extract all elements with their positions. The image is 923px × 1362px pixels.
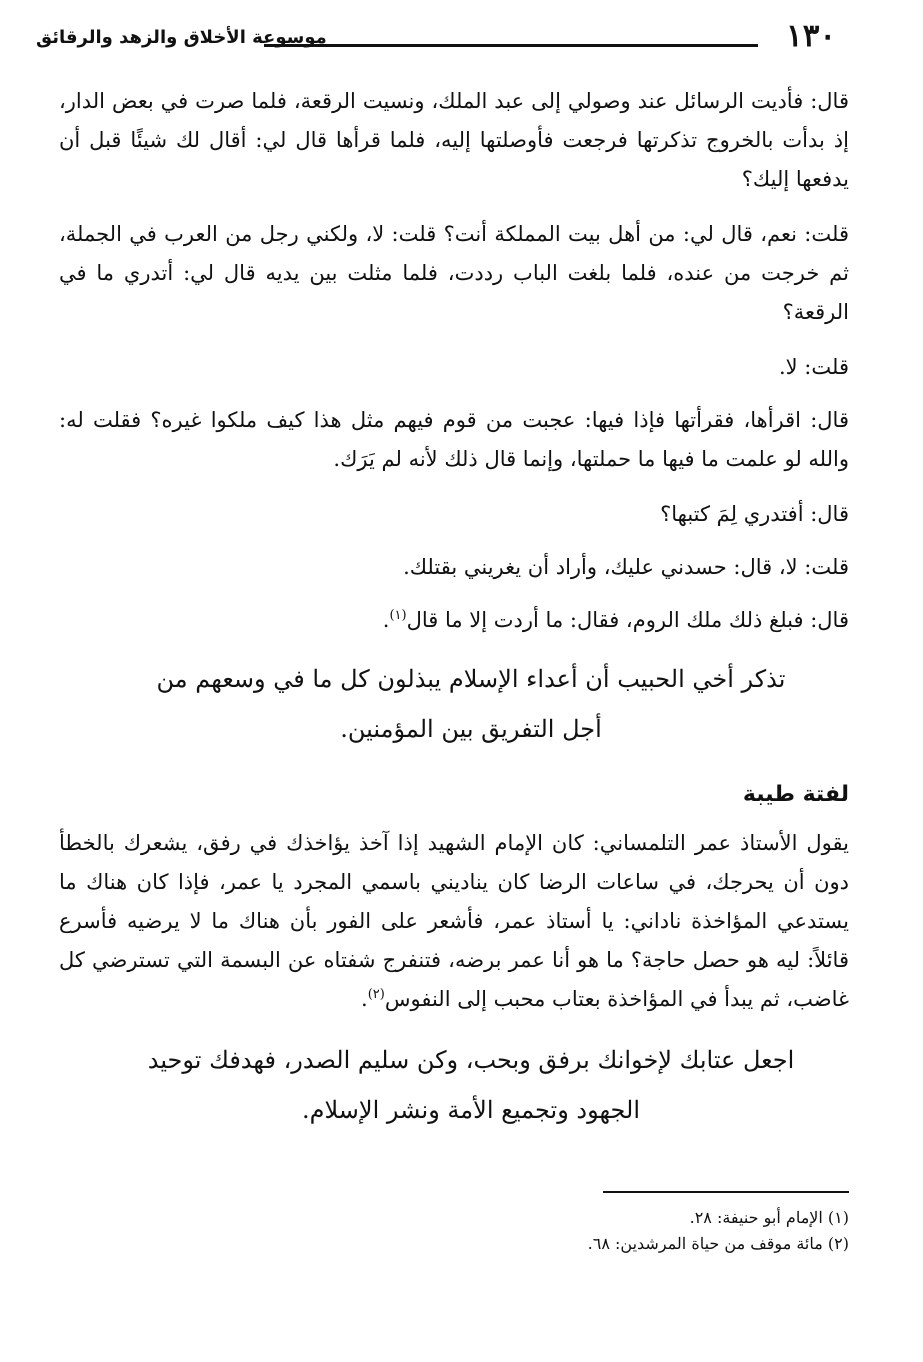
- paragraph-3: قلت: لا.: [778, 355, 849, 379]
- page-number: ١٣٠: [786, 18, 836, 54]
- paragraph-5: قال: أفتدري لِمَ كتبها؟: [660, 502, 849, 526]
- paragraph-4: قال: اقرأها، فقرأتها فإذا فيها: عجبت من قوم فيهم مثل هذا كيف ملكوا غيره؟ فقلت له: والله لو علمت ما فيها ما حملتها، وإنما قال ذلك لأنه لم يَرَك.: [59, 408, 849, 471]
- paragraph-1: قال: فأديت الرسائل عند وصولي إلى عبد الملك، ونسيت الرقعة، فلما صرت في بعض الدار، إذ بدأت بالخروج تذكرتها فرجعت فأوصلتها إليه، فلما قرأها قال لي: أقال لك شيئًا قبل أن يدفعها إليك؟: [59, 89, 849, 191]
- footnote-divider: [603, 1191, 849, 1193]
- callout-gentle-reproach: اجعل عتابك لإخوانك برفق وبحب، وكن سليم الصدر، فهدفك توحيد الجهود وتجميع الأمة ونشر الإسلام.: [147, 1046, 795, 1124]
- footnote-ref-1: (١): [389, 608, 407, 623]
- callout-enemies-of-islam: تذكر أخي الحبيب أن أعداء الإسلام يبذلون كل ما في وسعهم من أجل التفريق بين المؤمنين.: [156, 665, 786, 743]
- paragraph-6: قلت: لا، قال: حسدني عليك، وأراد أن يغريني بقتلك.: [403, 555, 849, 579]
- page-header: [36, 18, 836, 58]
- footnote-2: (٢) مائة موقف من حياة المرشدين: ٦٨.: [587, 1234, 849, 1253]
- footnotes: [449, 1205, 849, 1257]
- section-paragraph-text: يقول الأستاذ عمر التلمساني: كان الإمام الشهيد إذا آخذ يؤاخذك في رفق، يشعرك بالخطأ دون أن يحرجك، في ساعات الرضا كان يناديني باسمي المجرد يا عمر، فإذا كان هناك ما يستدعي المؤاخذة ناداني: يا أستاذ عمر، فأشعر على الفور بأن هناك ما لا يرضيه فأسرع قائلاً: ليه هو حصل حاجة؟ ما هو أنا عمر برضه، فتنفرج شفتاه عن البسمة التي تسترضي كل غاضب، ثم يبدأ في المؤاخذة بعتاب محبب إلى النفوس: [59, 831, 849, 1011]
- header-rule: [264, 44, 758, 47]
- running-book-title: موسوعة الأخلاق والزهد والرقائق: [36, 27, 327, 48]
- page-body: [59, 82, 849, 1157]
- section-paragraph: يقول الأستاذ عمر التلمساني: كان الإمام الشهيد إذا آخذ يؤاخذك في رفق، يشعرك بالخطأ دون أن يحرجك، في ساعات الرضا كان يناديني باسمي المجرد يا عمر، فإذا كان هناك ما يستدعي المؤاخذة ناداني: يا أستاذ عمر، فأشعر على الفور بأن هناك ما لا يرضيه فأسرع قائلاً: ليه هو حصل حاجة؟ ما هو أنا عمر برضه، فتنفرج شفتاه عن البسمة التي تسترضي كل غاضب، ثم يبدأ في المؤاخذة بعتاب محبب إلى النفوس$^{(٢)}$.: [59, 831, 849, 1011]
- paragraph-7: قال: فبلغ ذلك ملك الروم، فقال: ما أردت إلا ما قال$^{(١)}$.: [382, 608, 849, 632]
- section-heading: لفتة طيبة: [742, 782, 849, 807]
- footnote-1: (١) الإمام أبو حنيفة: ٢٨.: [689, 1208, 849, 1227]
- footnote-ref-2: (٢): [367, 987, 385, 1002]
- paragraph-2: قلت: نعم، قال لي: من أهل بيت المملكة أنت؟ قلت: لا، ولكني رجل من العرب في الجملة، ثم خرجت من عنده، فلما بلغت الباب رددت، فلما مثلت بين يديه قال لي: أتدري ما في الرقعة؟: [59, 222, 849, 324]
- paragraph-7-text: قال: فبلغ ذلك ملك الروم، فقال: ما أردت إلا ما قال: [406, 608, 849, 632]
